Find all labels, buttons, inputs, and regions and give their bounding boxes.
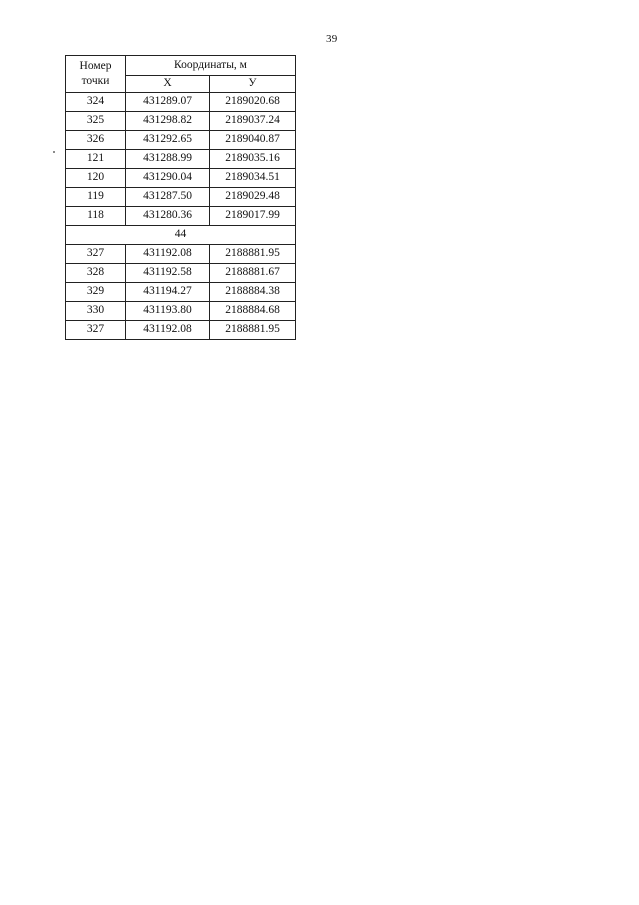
point-number-cell: 327 [66,321,126,340]
scan-speck [53,151,55,153]
coordinates-header: Координаты, м [126,56,296,76]
table-row [66,283,296,302]
x-coordinate-cell: 431192.08 [126,321,210,340]
table-row [66,207,296,226]
section-title-row [66,226,296,245]
point-number-cell: 329 [66,283,126,302]
y-coordinate-cell: 2189037.24 [210,112,296,131]
page-number: 39 [326,33,338,45]
x-coordinate-cell: 431288.99 [126,150,210,169]
point-number-cell: 324 [66,93,126,112]
table-row [66,302,296,321]
table-row [66,264,296,283]
x-column-header: Х [126,75,210,92]
table-row [66,150,296,169]
table-row [66,188,296,207]
y-coordinate-cell: 2188884.68 [210,302,296,321]
point-number-cell: 120 [66,169,126,188]
point-number-header-line2: точки [81,75,110,87]
point-number-header [66,56,126,93]
table-header [66,56,296,93]
point-number-cell: 119 [66,188,126,207]
x-coordinate-cell: 431290.04 [126,169,210,188]
table-row [66,321,296,340]
x-coordinate-cell: 431289.07 [126,93,210,112]
x-coordinate-cell: 431287.50 [126,188,210,207]
x-coordinate-cell: 431194.27 [126,283,210,302]
x-coordinate-cell: 431298.82 [126,112,210,131]
point-number-cell: 325 [66,112,126,131]
point-number-cell: 118 [66,207,126,226]
table-row [66,245,296,264]
point-number-cell: 328 [66,264,126,283]
y-coordinate-cell: 2189017.99 [210,207,296,226]
point-number-header-line1: Номер [79,60,112,72]
table-body [66,93,296,340]
table-row [66,112,296,131]
table-row [66,131,296,150]
y-coordinate-cell: 2189034.51 [210,169,296,188]
y-coordinate-cell: 2188881.67 [210,264,296,283]
y-coordinate-cell: 2188884.38 [210,283,296,302]
section-title: 44 [66,226,296,245]
coordinates-table [65,55,296,340]
y-coordinate-cell: 2188881.95 [210,245,296,264]
x-coordinate-cell: 431193.80 [126,302,210,321]
table-row [66,93,296,112]
x-coordinate-cell: 431192.58 [126,264,210,283]
y-coordinate-cell: 2189040.87 [210,131,296,150]
y-coordinate-cell: 2189029.48 [210,188,296,207]
y-coordinate-cell: 2189020.68 [210,93,296,112]
point-number-cell: 327 [66,245,126,264]
x-coordinate-cell: 431192.08 [126,245,210,264]
x-coordinate-cell: 431292.65 [126,131,210,150]
x-coordinate-cell: 431280.36 [126,207,210,226]
table-row [66,169,296,188]
y-column-header: У [210,75,296,92]
point-number-cell: 121 [66,150,126,169]
point-number-cell: 330 [66,302,126,321]
y-coordinate-cell: 2188881.95 [210,321,296,340]
y-coordinate-cell: 2189035.16 [210,150,296,169]
point-number-cell: 326 [66,131,126,150]
